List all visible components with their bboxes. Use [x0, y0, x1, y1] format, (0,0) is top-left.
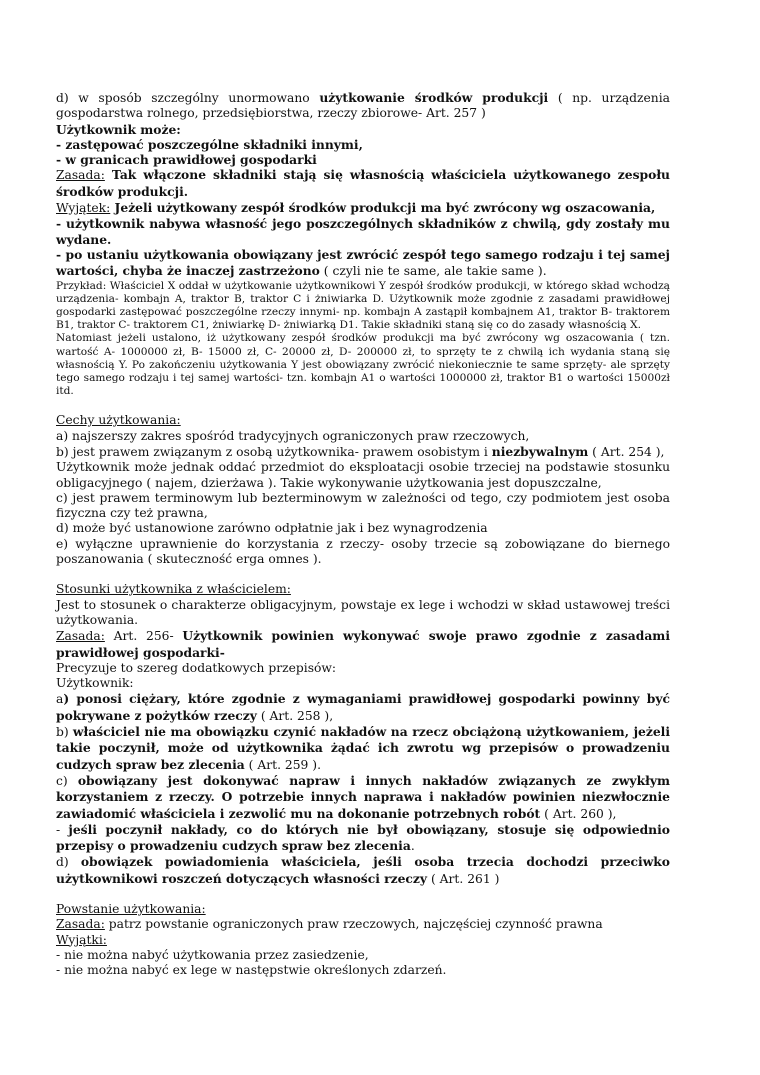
origin-heading: Powstanie użytkowania:: [56, 902, 206, 916]
user-may-item-2: - w granicach prawidłowej gospodarki: [56, 152, 317, 168]
relations-specifies: Precyzuje to szereg dodatkowych przepisów:: [56, 660, 337, 675]
origin-rule: Zasada: patrz powstanie ograniczonych praw rzeczowych, najczęściej czynność prawna: [56, 917, 603, 932]
user-may-heading: Użytkownik może:: [56, 121, 181, 137]
relations-heading: Stosunki użytkownika z właścicielem:: [56, 582, 291, 597]
feature-d: d) może być ustanowione zarówno odpłatnie jak i bez wynagrodzenia: [56, 521, 488, 536]
example-paragraph: Przykład: Właściciel X oddał w użytkowanie użytkownikowi Y zespół środków produkcji, w którego skład wchodzą urządzenia- kombajn A, traktor B, traktor C i żniwiarka D. Użytkownik może zgodnie z zasadami prawidłowej gospodarki zastępować poszczególne rzeczy innymi- np. kombajn A zastąpił kombajnem A1, traktor B- traktorem B1, traktor C- traktorem C1, żniwiarkę D- żniwiarką D1. Takie składniki staną się co do zasady własnością X.: [56, 279, 670, 332]
feature-e: e) wyłączne uprawnienie do korzystania z rzeczy- osoby trzecie są zobowiązane do biernego poszanowania ( skuteczność erga omnes ).: [56, 536, 670, 567]
however-paragraph: Natomiast jeżeli ustalono, iż użytkowany zespół środków produkcji ma być zwrócony wg oszacowania ( tzn. wartość A- 1000000 zł, B- 15000 zł, C- 20000 zł, D- 200000 zł, to sprzęty te z chwilą ich wydania staną się własnością Y. Po zakończeniu użytkowania Y jest obowiązany zwrócić niekoniecznie te same sprzęty- ale sprzęty tego samego rodzaju i tej samej wartości- tzn. kombajn A1 o wartości 1000000 zł, traktor B1 o wartości 15000zł itd.: [56, 332, 670, 398]
relations-rule: Zasada: Art. 256- Użytkownik powinien wykonywać swoje prawo zgodnie z zasadami prawidłowej gospodarki-: [56, 628, 670, 660]
paragraph-production-means: d) w sposób szczególny unormowano użytkowanie środków produkcji ( np. urządzenia gospodarstwa rolnego, przedsiębiorstwa, rzeczy zbiorowe- Art. 257 ): [56, 90, 670, 121]
document-page: [56, 90, 670, 978]
feature-b-continuation: Użytkownik może jednak oddać przedmiot do eksploatacji osobie trzeciej na podstawie stosunku obligacyjnego ( najem, dzierżawa ). Takie wykonywanie użytkowania jest dopuszczalne,: [56, 460, 670, 490]
user-may-item-1: - zastępować poszczególne składniki innymi,: [56, 136, 363, 152]
features-heading: Cechy użytkowania:: [56, 413, 181, 428]
relations-user-label: Użytkownik:: [56, 676, 134, 691]
origin-exception-2: - nie można nabyć ex lege w następstwie określonych zdarzeń.: [56, 963, 447, 978]
feature-a: a) najszerszy zakres spośród tradycyjnych ograniczonych praw rzeczowych,: [56, 428, 530, 443]
relations-intro: Jest to stosunek o charakterze obligacyjnym, powstaje ex lege i wchodzi w skład ustawowej treści użytkowania.: [56, 597, 670, 627]
rule-paragraph: Zasada: Tak włączone składniki stają się własnością właściciela użytkowanego zespołu środków produkcji.: [56, 167, 670, 199]
relations-item-d: d) obowiązek powiadomienia właściciela, jeśli osoba trzecia dochodzi przeciwko użytkownikowi roszczeń dotyczących własności rzeczy ( Art. 261 ): [56, 854, 671, 886]
relations-item-a: a) ponosi ciężary, które zgodnie z wymaganiami prawidłowej gospodarki powinny być pokrywane z pożytków rzeczy ( Art. 258 ),: [56, 691, 670, 723]
origin-exception-1: - nie można nabyć użytkowania przez zasiedzenie,: [56, 947, 369, 962]
feature-b: b) jest prawem związanym z osobą użytkownika- prawem osobistym i niezbywalnym ( Art. 254 ),: [56, 443, 665, 459]
exception-paragraph: Wyjątek: Jeżeli użytkowany zespół środków produkcji ma być zwrócony wg oszacowania,: [56, 200, 656, 216]
origin-exceptions-label: Wyjątki:: [56, 932, 107, 947]
exception-item-2: - po ustaniu użytkowania obowiązany jest zwrócić zespół tego samego rodzaju i tej samej wartości, chyba że inaczej zastrzeżono ( czyli nie te same, ale takie same ).: [56, 246, 670, 279]
relations-item-dash: - jeśli poczynił nakłady, co do których nie był obowiązany, stosuje się odpowiednio przepisy o prowadzeniu cudzych spraw bez zlecenia.: [56, 821, 670, 854]
exception-item-1: - użytkownik nabywa własność jego poszczególnych składników z chwilą, gdy zostały mu wydane.: [56, 216, 670, 247]
feature-c: c) jest prawem terminowym lub bezterminowym w zależności od tego, czy podmiotem jest osoba fizyczna czy też prawna,: [56, 490, 670, 521]
relations-item-b: b) właściciel nie ma obowiązku czynić nakładów na rzecz obciążoną użytkowaniem, jeżeli takie poczynił, może od użytkownika żądać ich zwrotu wg przepisów o prowadzeniu cudzych spraw bez zlecenia ( Art. 259 ).: [56, 724, 670, 772]
relations-item-c: c) obowiązany jest dokonywać napraw i innych nakładów związanych ze zwykłym korzystaniem z rzeczy. O potrzebie innych naprawa i nakładów powinien niezwłocznie zawiadomić właściciela i zezwolić mu na dokonanie potrzebnych robót ( Art. 260 ),: [56, 772, 670, 821]
